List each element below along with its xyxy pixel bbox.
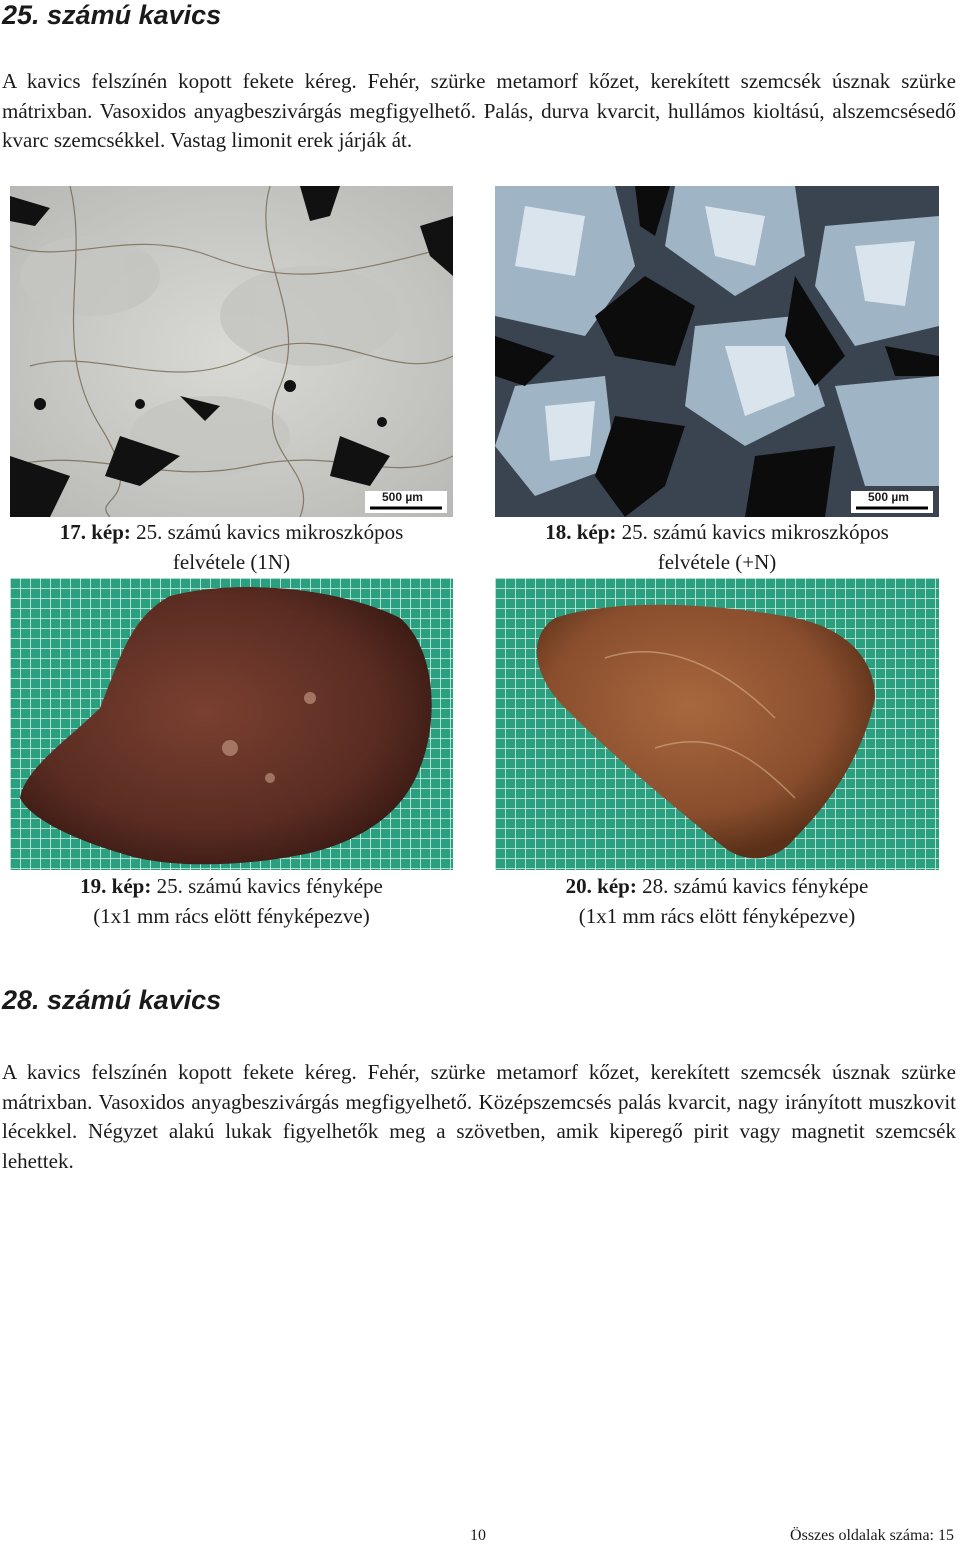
figure-caption-17 [10,518,453,577]
micrograph-crossed-nicols-image [495,186,939,517]
caption-line2: (1x1 mm rács elött fényképezve) [578,903,856,928]
caption-line2: (1x1 mm rács elött fényképezve) [93,903,370,928]
figure-caption-18 [495,518,939,577]
caption-label: 20. kép: [565,874,637,898]
micrograph-1n-image [10,186,453,517]
section-heading-25: 25. számú kavics [2,0,222,30]
section-heading-28: 28. számú kavics [2,985,222,1015]
caption-line2: felvétele (+N) [657,549,777,574]
caption-label: 18. kép: [545,520,617,544]
total-pages: Összes oldalak száma: 15 [790,1527,954,1544]
scalebar-label: 500 µm [868,490,909,504]
caption-line1: 25. számú kavics mikroszkópos [616,520,889,544]
section-paragraph-25: A kavics felszínén kopott fekete kéreg. Fehér, szürke metamorf kőzet, kerekített szemcsék úsznak szürke mátrixban. Vasoxidos anyagbeszivárgás megfigyelhető. Palás, durva kvarcit, hullámos kioltású, alszemcsésedő kvarc szemcsékkel. Vastag limonit erek járják át. [2,69,956,152]
pebble-photo-25 [10,578,453,870]
page-number: 10 [470,1527,486,1544]
caption-label: 19. kép: [80,874,152,898]
figure-caption-19 [10,872,453,931]
caption-line1: 25. számú kavics mikroszkópos [130,520,404,544]
caption-line1: 28. számú kavics fényképe [636,874,869,898]
section-paragraph-28: A kavics felszínén kopott fekete kéreg. Fehér, szürke metamorf kőzet, kerekített szemcsék úsznak szürke mátrixban. Vasoxidos anyagbeszivárgás megfigyelhető. Középszemcsés palás kvarcit, nagy irányított muszkovit lécekkel. Négyzet alakú lukak figyelhetők meg a szövetben, amik kiperegő pirit vagy magnetit szemcsék lehettek. [2,1060,956,1173]
figure-caption-20 [495,872,939,931]
pebble-photo-28 [495,578,939,870]
caption-label: 17. kép: [59,520,131,544]
caption-line1: 25. számú kavics fényképe [151,874,383,898]
scalebar-label: 500 µm [382,490,423,504]
caption-line2: felvétele (1N) [172,549,291,574]
